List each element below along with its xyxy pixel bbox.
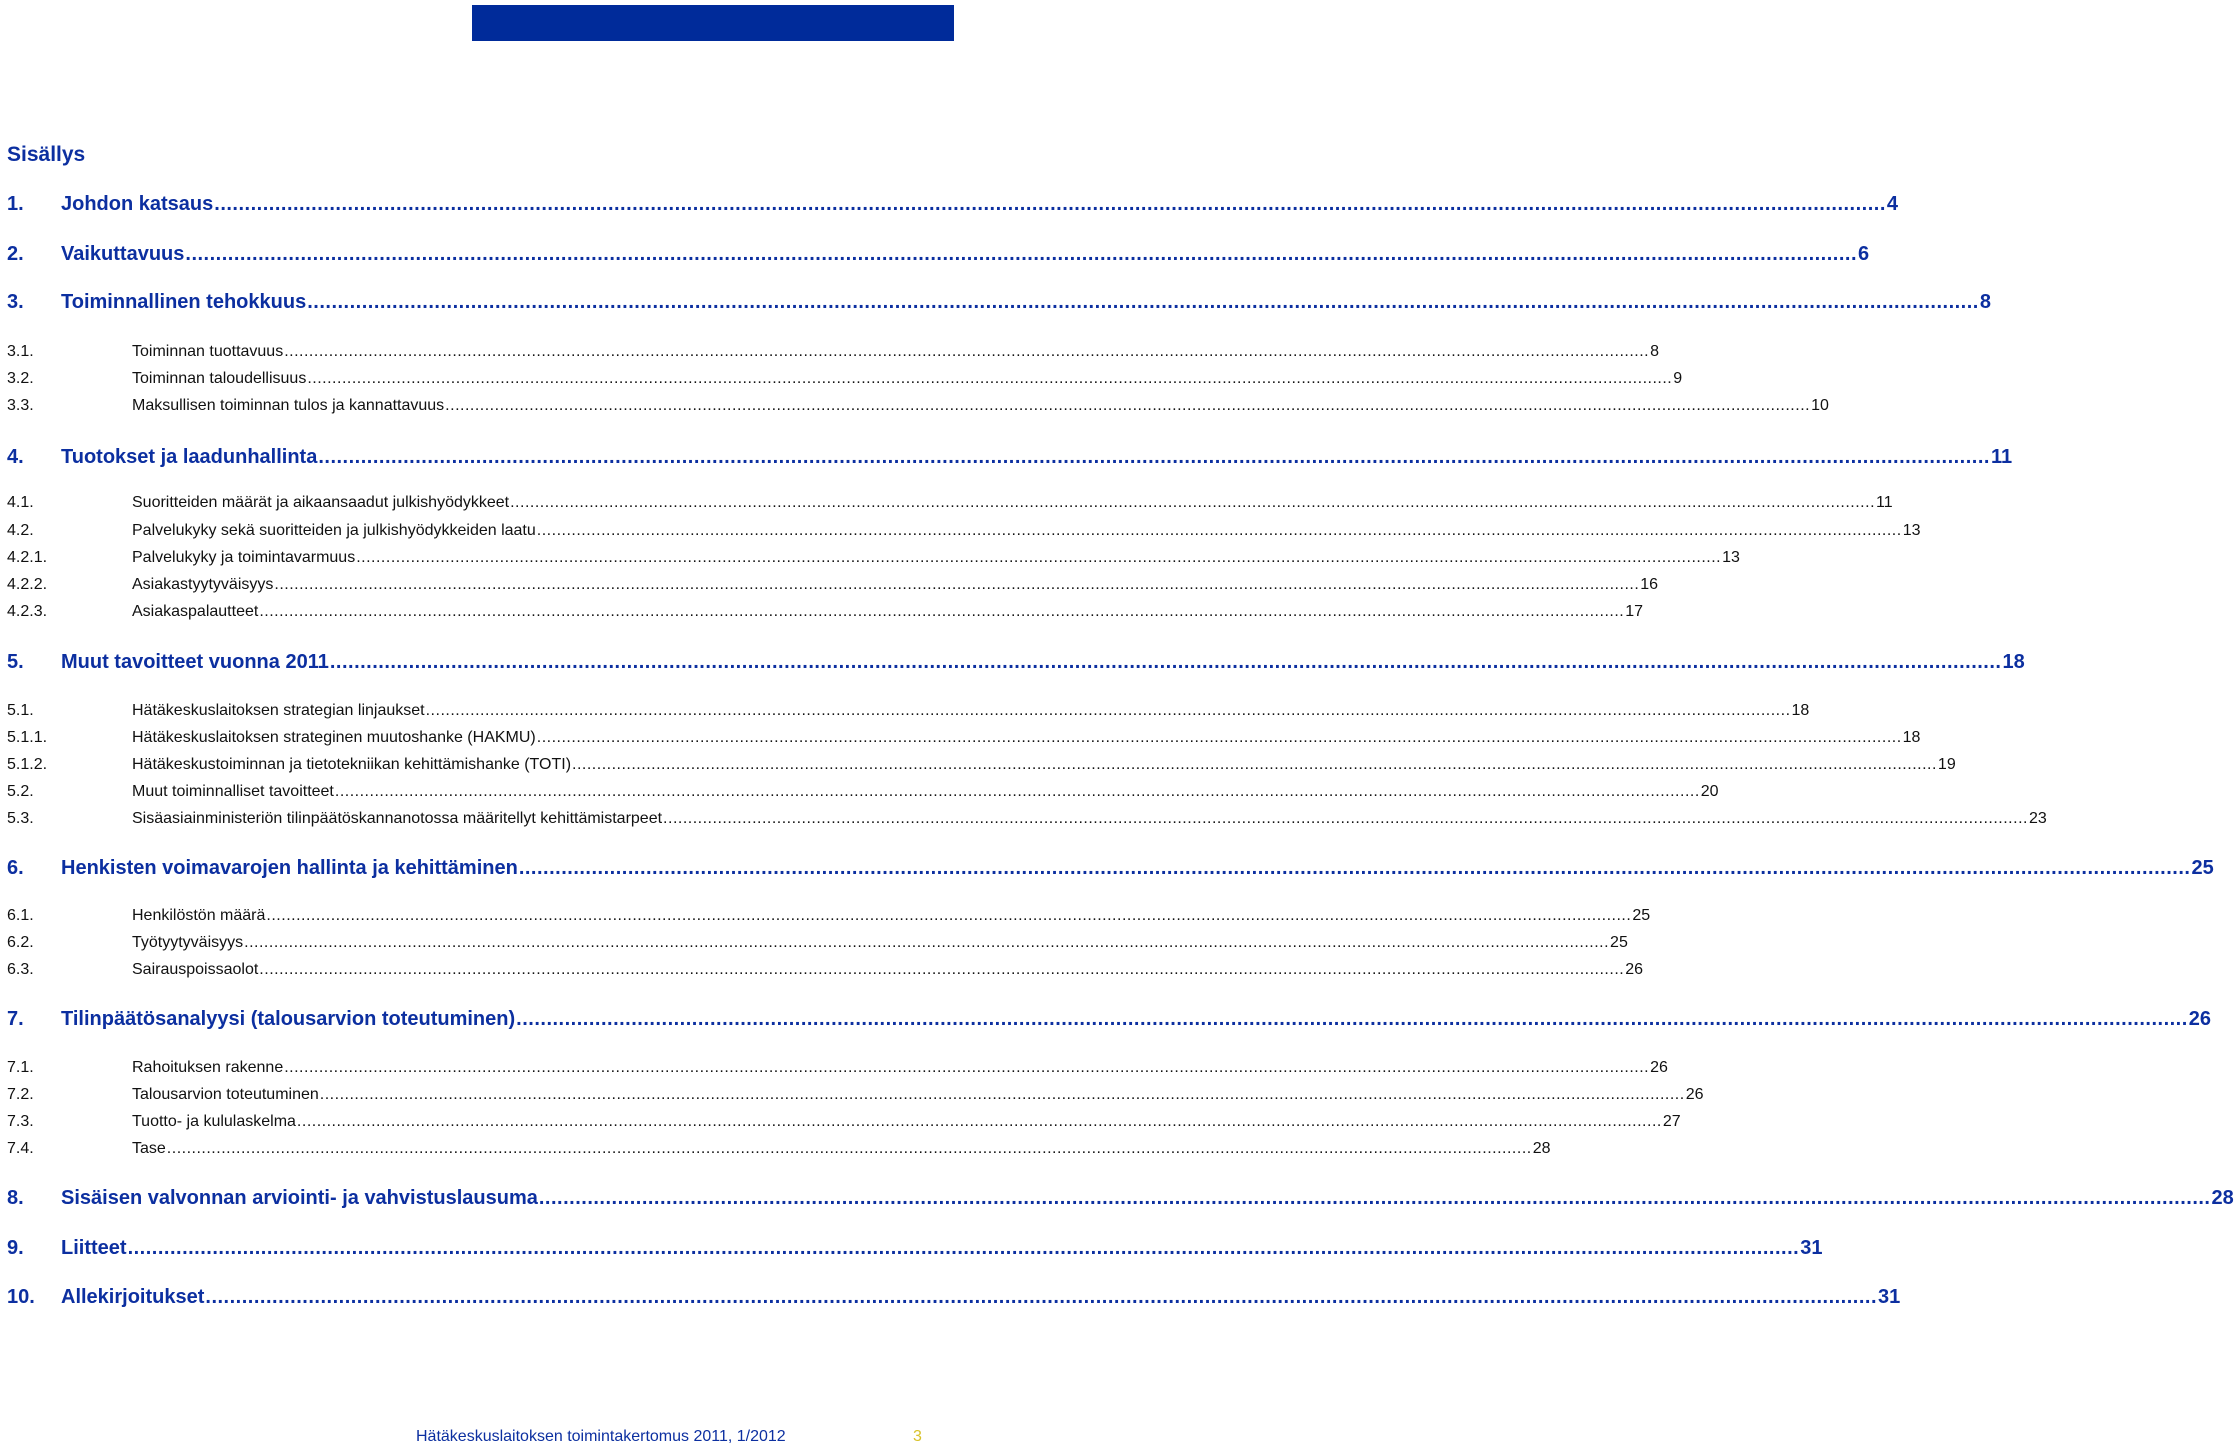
toc-dot-leader — [539, 1187, 2211, 1210]
toc-dot-leader — [244, 934, 1609, 952]
toc-entry[interactable] — [7, 243, 1870, 267]
toc-entry-number: 7.2. — [7, 1086, 34, 1103]
toc-entry-number: 8. — [7, 1187, 24, 1209]
toc-entry-page: 20 — [1700, 783, 1719, 800]
toc-entry-page: 13 — [1902, 522, 1921, 539]
toc-heading: Sisällys — [7, 143, 86, 166]
toc-entry-page: 25 — [2191, 857, 2214, 879]
toc-entry[interactable] — [7, 1237, 1823, 1261]
toc-dot-leader — [318, 446, 1990, 469]
toc-entry[interactable] — [7, 783, 1719, 803]
toc-dot-leader — [663, 810, 2028, 828]
toc-entry-number: 1. — [7, 193, 24, 215]
toc-dot-leader — [259, 961, 1624, 979]
toc-entry[interactable] — [7, 756, 1956, 776]
toc-dot-leader — [537, 522, 1902, 540]
toc-dot-leader — [214, 193, 1886, 216]
toc-dot-leader — [426, 702, 1791, 720]
toc-dot-leader — [307, 370, 1672, 388]
toc-entry-page: 11 — [1990, 446, 2013, 468]
toc-dot-leader — [284, 343, 1649, 361]
toc-entry-page: 25 — [1632, 907, 1651, 924]
toc-entry-page: 26 — [1685, 1086, 1704, 1103]
toc-dot-leader — [320, 1086, 1685, 1104]
toc-entry-title: Palvelukyky sekä suoritteiden ja julkishyödykkeiden laatu — [132, 522, 536, 539]
toc-entry-page: 8 — [1979, 291, 1991, 313]
toc-entry[interactable] — [7, 1187, 2234, 1211]
toc-entry-number: 5.2. — [7, 783, 34, 800]
toc-entry[interactable] — [7, 702, 1810, 722]
footer-page-number: 3 — [913, 1428, 922, 1445]
toc-entry-number: 3.3. — [7, 397, 34, 414]
toc-entry-page: 6 — [1858, 243, 1870, 265]
toc-entry-title: Palvelukyky ja toimintavarmuus — [132, 549, 356, 566]
toc-entry-number: 4.2.3. — [7, 603, 48, 620]
toc-entry-title: Henkilöstön määrä — [132, 907, 266, 924]
toc-entry-number: 5.3. — [7, 810, 34, 827]
toc-dot-leader — [330, 651, 2002, 674]
toc-entry-page: 19 — [1937, 756, 1956, 773]
toc-entry-title: Muut tavoitteet vuonna 2011 — [61, 651, 329, 673]
toc-entry-title: Maksullisen toiminnan tulos ja kannattavuus — [132, 397, 445, 414]
toc-entry[interactable] — [7, 397, 1829, 417]
toc-entry-title: Sairauspoissaolot — [132, 961, 259, 978]
toc-entry-page: 23 — [2028, 810, 2047, 827]
toc-entry-number: 3. — [7, 291, 24, 313]
toc-entry-page: 13 — [1722, 549, 1740, 566]
toc-entry-number: 5. — [7, 651, 24, 673]
toc-entry[interactable] — [7, 549, 1740, 569]
toc-entry[interactable] — [7, 961, 1643, 981]
toc-entry-title: Hätäkeskuslaitoksen strateginen muutoshanke (HAKMU) — [132, 729, 536, 746]
toc-entry-number: 5.1.2. — [7, 756, 48, 773]
toc-entry-title: Tase — [132, 1140, 166, 1157]
toc-entry-page: 11 — [1876, 494, 1893, 511]
toc-entry-number: 6. — [7, 857, 24, 879]
toc-entry[interactable] — [7, 370, 1683, 390]
toc-entry-title: Tuotokset ja laadunhallinta — [61, 446, 318, 468]
toc-entry-page: 10 — [1811, 397, 1829, 414]
toc-entry-page: 16 — [1640, 576, 1659, 593]
toc-entry[interactable] — [7, 603, 1644, 623]
toc-entry-page: 18 — [1902, 729, 1921, 746]
toc-dot-leader — [259, 603, 1624, 621]
toc-entry[interactable] — [7, 446, 2013, 470]
toc-entry-title: Rahoituksen rakenne — [132, 1059, 284, 1076]
toc-entry-number: 7. — [7, 1008, 24, 1030]
toc-dot-leader — [284, 1059, 1649, 1077]
toc-entry-page: 18 — [2002, 651, 2025, 673]
toc-entry-title: Hätäkeskustoiminnan ja tietotekniikan kehittämishanke (TOTI) — [132, 756, 572, 773]
toc-dot-leader — [266, 907, 1631, 925]
toc-entry-title: Toiminnan taloudellisuus — [132, 370, 307, 387]
toc-dot-leader — [205, 1286, 1877, 1309]
toc-entry-number: 4.2. — [7, 522, 34, 539]
toc-entry-title: Sisäasiainministeriön tilinpäätöskannanotossa määritellyt kehittämistarpeet — [132, 810, 663, 827]
toc-dot-leader — [572, 756, 1937, 774]
toc-entry-page: 25 — [1610, 934, 1628, 951]
toc-entry-number: 3.2. — [7, 370, 34, 387]
toc-entry[interactable] — [7, 1140, 1551, 1160]
toc-dot-leader — [519, 857, 2191, 880]
toc-entry-title: Henkisten voimavarojen hallinta ja kehittäminen — [61, 857, 518, 879]
toc-entry-number: 6.1. — [7, 907, 34, 924]
toc-entry-title: Johdon katsaus — [61, 193, 214, 215]
toc-entry-title: Liitteet — [61, 1237, 127, 1259]
toc-entry-title: Asiakastyytyväisyys — [132, 576, 274, 593]
toc-entry[interactable] — [7, 729, 1921, 749]
toc-entry-page: 9 — [1673, 370, 1683, 387]
toc-entry-number: 6.2. — [7, 934, 34, 951]
toc-entry-number: 2. — [7, 243, 24, 265]
toc-entry-title: Talousarvion toteutuminen — [132, 1086, 319, 1103]
toc-entry[interactable] — [7, 1059, 1668, 1079]
toc-entry[interactable] — [7, 343, 1660, 363]
toc-entry-page: 27 — [1662, 1113, 1681, 1130]
toc-entry[interactable] — [7, 291, 1991, 315]
toc-entry-number: 4.2.1. — [7, 549, 48, 566]
toc-dot-leader — [185, 243, 1857, 266]
toc-entry-title: Suoritteiden määrät ja aikaansaadut julkishyödykkeet — [132, 494, 510, 511]
toc-entry[interactable] — [7, 1008, 2212, 1032]
toc-entry[interactable] — [7, 810, 2047, 830]
toc-entry[interactable] — [7, 934, 1628, 954]
toc-dot-leader — [274, 576, 1639, 594]
toc-entry-page: 26 — [1625, 961, 1643, 978]
toc-entry-title: Toiminnan tuottavuus — [132, 343, 284, 360]
toc-entry-page: 18 — [1791, 702, 1810, 719]
toc-entry-number: 7.4. — [7, 1140, 34, 1157]
toc-entry[interactable] — [7, 857, 2214, 881]
toc-entry-title: Allekirjoitukset — [61, 1286, 205, 1308]
toc-entry-number: 5.1. — [7, 702, 34, 719]
toc-entry-title: Tilinpäätösanalyysi (talousarvion toteutuminen) — [61, 1008, 516, 1030]
toc-entry-number: 7.3. — [7, 1113, 34, 1130]
toc-entry-title: Työtyytyväisyys — [132, 934, 244, 951]
toc-dot-leader — [356, 549, 1721, 567]
toc-entry-number: 3.1. — [7, 343, 34, 360]
toc-entry[interactable] — [7, 576, 1659, 596]
toc-entry-number: 9. — [7, 1237, 24, 1259]
toc-entry[interactable] — [7, 1286, 1901, 1310]
toc-entry-title: Tuotto- ja kululaskelma — [132, 1113, 296, 1130]
toc-entry[interactable] — [7, 1086, 1704, 1106]
toc-dot-leader — [516, 1008, 2188, 1031]
toc-entry-title: Toiminnallinen tehokkuus — [61, 291, 307, 313]
toc-entry-number: 10. — [7, 1286, 35, 1308]
toc-entry[interactable] — [7, 907, 1651, 927]
toc-dot-leader — [537, 729, 1902, 747]
toc-dot-leader — [128, 1237, 1800, 1260]
toc-dot-leader — [510, 494, 1875, 512]
toc-entry-title: Sisäisen valvonnan arviointi- ja vahvistuslausuma — [61, 1187, 538, 1209]
toc-entry[interactable] — [7, 193, 1899, 217]
footer-text: Hätäkeskuslaitoksen toimintakertomus 2011, 1/2012 — [416, 1428, 786, 1445]
toc-entry-page: 31 — [1800, 1237, 1823, 1259]
toc-entry-number: 7.1. — [7, 1059, 34, 1076]
toc-entry-page: 4 — [1886, 193, 1899, 215]
toc-entry-page: 28 — [2211, 1187, 2234, 1209]
toc-entry-number: 4. — [7, 446, 24, 468]
toc-entry-page: 17 — [1625, 603, 1644, 620]
toc-dot-leader — [335, 783, 1700, 801]
toc-dot-leader — [445, 397, 1810, 415]
toc-entry-page: 8 — [1650, 343, 1660, 360]
toc-entry-title: Asiakaspalautteet — [132, 603, 259, 620]
toc-entry-title: Hätäkeskuslaitoksen strategian linjaukset — [132, 702, 425, 719]
toc-dot-leader — [307, 291, 1979, 314]
toc-entry[interactable] — [7, 494, 1893, 514]
toc-dot-leader — [297, 1113, 1662, 1131]
toc-entry-title: Vaikuttavuus — [61, 243, 185, 265]
toc-entry-number: 4.1. — [7, 494, 34, 511]
toc-entry-page: 28 — [1532, 1140, 1551, 1157]
toc-entry-page: 26 — [1650, 1059, 1668, 1076]
toc-entry-page: 26 — [2188, 1008, 2212, 1030]
toc-entry-title: Muut toiminnalliset tavoitteet — [132, 783, 334, 800]
toc-entry-number: 5.1.1. — [7, 729, 48, 746]
toc-entry-number: 4.2.2. — [7, 576, 48, 593]
toc-entry-page: 31 — [1878, 1286, 1901, 1308]
toc-entry[interactable] — [7, 651, 2025, 675]
toc-entry[interactable] — [7, 1113, 1681, 1133]
toc-entry-number: 6.3. — [7, 961, 34, 978]
toc-dot-leader — [167, 1140, 1532, 1158]
toc-entry[interactable] — [7, 522, 1921, 542]
